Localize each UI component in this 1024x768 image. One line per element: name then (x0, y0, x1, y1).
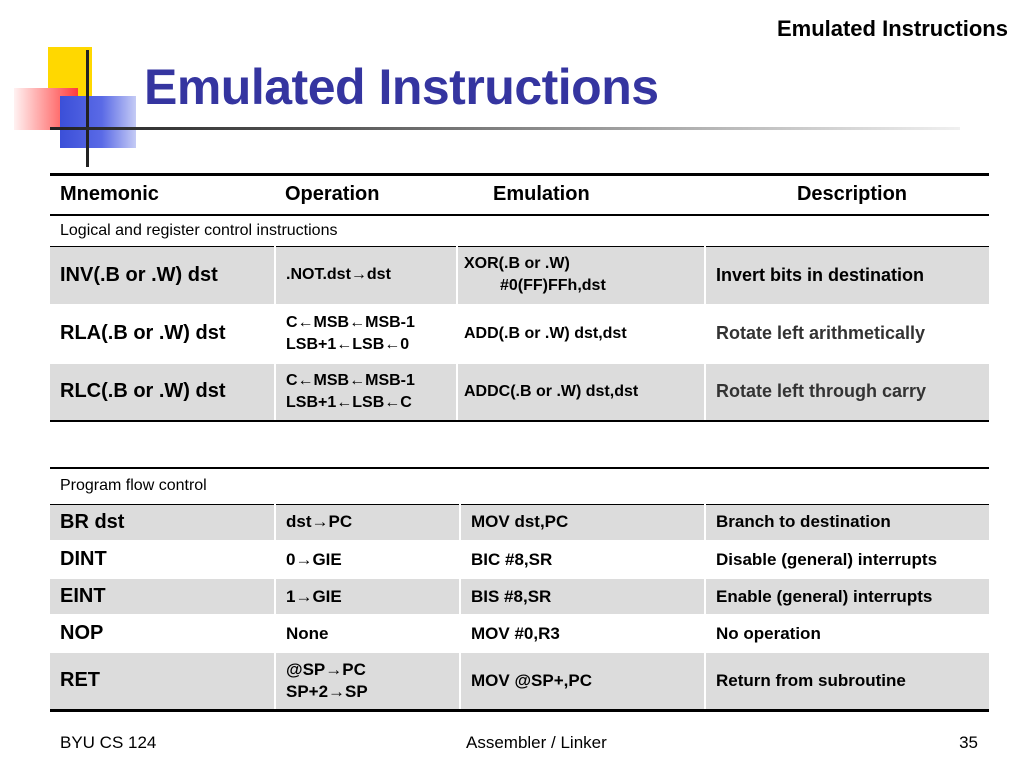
instructions-table-flow (50, 467, 989, 712)
table-header-row (50, 175, 989, 215)
operation-line: dst→PC (286, 512, 353, 532)
emulation-line: ADD(.B or .W) dst,dst (464, 324, 627, 342)
mnemonic-cell: RET (50, 652, 275, 710)
instructions-table-logical (50, 173, 989, 422)
table-row (50, 247, 989, 305)
emulation-line: MOV @SP+,PC (471, 670, 592, 690)
operation-cell (275, 615, 460, 652)
mnemonic-cell: NOP (50, 615, 275, 652)
column-header-mnemonic: Mnemonic (50, 175, 275, 215)
corner-title: Emulated Instructions (776, 16, 1008, 41)
section-row (50, 215, 989, 247)
emulation-line: BIC #8,SR (471, 549, 553, 569)
table-row (50, 578, 989, 615)
emulation-cell (460, 652, 705, 710)
section-row (50, 468, 989, 504)
operation-line: @SP→PC (286, 659, 366, 679)
description-cell: Rotate left through carry (705, 363, 989, 421)
description-cell: Branch to destination (705, 504, 989, 541)
emulation-line: MOV dst,PC (471, 512, 569, 532)
footer-course: BYU CS 124 (60, 733, 157, 752)
table-row (50, 305, 989, 363)
description-cell: Return from subroutine (705, 652, 989, 710)
emulation-cell (457, 305, 705, 363)
operation-line: C←MSB←MSB-1 (286, 313, 415, 331)
mnemonic-cell: RLA(.B or .W) dst (50, 305, 275, 363)
page-number: 35 (959, 733, 978, 752)
page-title: Emulated Instructions (144, 59, 659, 115)
operation-line: None (286, 623, 329, 643)
description-cell: Invert bits in destination (705, 247, 989, 305)
operation-cell (275, 652, 460, 710)
mnemonic-cell: BR dst (50, 504, 275, 541)
logo-blue-block (60, 96, 136, 148)
operation-line: 1→GIE (286, 586, 342, 606)
column-header-emulation: Emulation (457, 175, 705, 215)
operation-cell (275, 504, 460, 541)
description-cell: Rotate left arithmetically (705, 305, 989, 363)
operation-cell (275, 578, 460, 615)
operation-line: LSB+1←LSB←0 (286, 335, 410, 353)
emulation-cell (460, 541, 705, 578)
emulation-cell (457, 247, 705, 305)
emulation-cell (460, 615, 705, 652)
table-row (50, 652, 989, 710)
operation-line: .NOT.dst→dst (286, 266, 391, 284)
emulation-line: XOR(.B or .W) (464, 255, 570, 273)
mnemonic-cell: RLC(.B or .W) dst (50, 363, 275, 421)
emulation-line: ADDC(.B or .W) dst,dst (464, 382, 639, 400)
emulation-line: BIS #8,SR (471, 586, 552, 606)
footer-topic: Assembler / Linker (466, 733, 607, 752)
operation-line: C←MSB←MSB-1 (286, 371, 415, 389)
emulation-line: #0(FF)FFh,dst (500, 277, 606, 295)
table-row (50, 615, 989, 652)
mnemonic-cell: DINT (50, 541, 275, 578)
operation-line: 0→GIE (286, 549, 342, 569)
mnemonic-cell: INV(.B or .W) dst (50, 247, 275, 305)
table-row (50, 504, 989, 541)
logo-vertical-line (86, 50, 89, 167)
table-row (50, 541, 989, 578)
column-header-operation: Operation (275, 175, 457, 215)
emulation-cell (457, 363, 705, 421)
title-underline (50, 127, 960, 130)
table-row (50, 363, 989, 421)
emulation-line: MOV #0,R3 (471, 623, 560, 643)
emulation-cell (460, 504, 705, 541)
operation-cell (275, 247, 457, 305)
operation-line: SP+2→SP (286, 681, 368, 701)
operation-cell (275, 363, 457, 421)
section-label: Program flow control (50, 468, 989, 504)
description-cell: Enable (general) interrupts (705, 578, 989, 615)
operation-line: LSB+1←LSB←C (286, 393, 412, 411)
mnemonic-cell: EINT (50, 578, 275, 615)
emulation-cell (460, 578, 705, 615)
operation-cell (275, 541, 460, 578)
column-header-description: Description (705, 175, 989, 215)
operation-cell (275, 305, 457, 363)
section-label: Logical and register control instructions (50, 215, 989, 247)
description-cell: Disable (general) interrupts (705, 541, 989, 578)
description-cell: No operation (705, 615, 989, 652)
